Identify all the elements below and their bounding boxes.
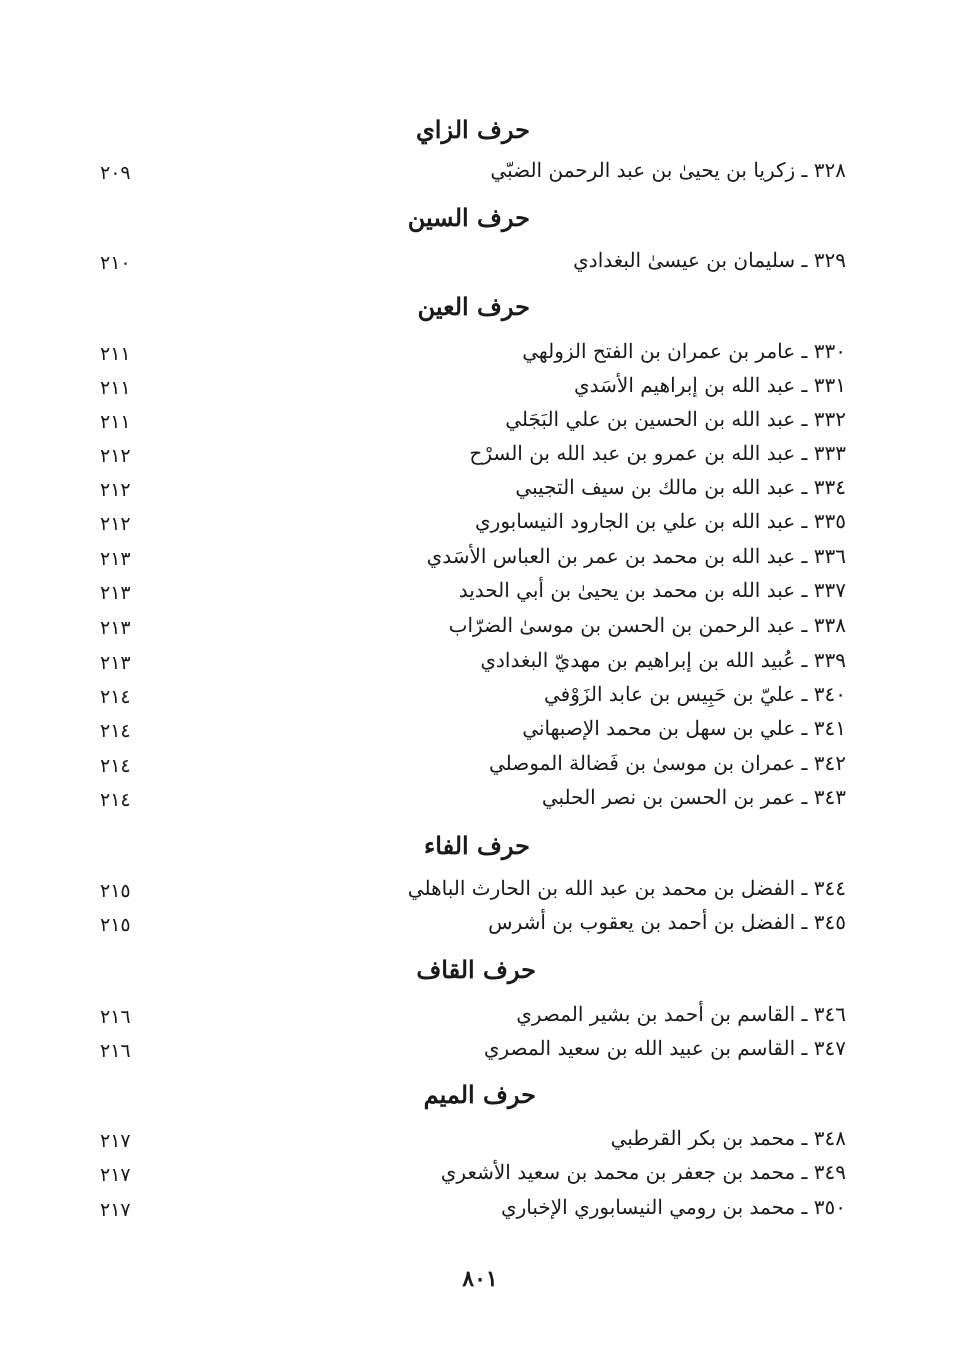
entry-page: ٢١٣: [100, 617, 131, 639]
entry-page: ٢١٣: [100, 652, 131, 674]
entry-page: ٢١٣: [100, 548, 131, 570]
entry-page: ٢١٢: [100, 479, 131, 501]
entry-text: ٣٣٩ ـ عُبيد الله بن إبراهيم بن مهديّ البغدادي: [480, 648, 846, 672]
entry-text: ٣٤٧ ـ القاسم بن عبيد الله بن سعيد المصري: [483, 1036, 846, 1060]
page-number: ٨٠١: [462, 1266, 498, 1292]
entry-text: ٣٣٨ ـ عبد الرحمن بن الحسن بن موسىٰ الضرّاب: [448, 613, 846, 637]
entry-text: ٣٤٨ ـ محمد بن بكر القرطبي: [610, 1126, 846, 1150]
entry-page: ٢١٥: [100, 914, 131, 936]
entry-text: ٣٢٨ ـ زكريا بن يحيىٰ بن عبد الرحمن الضبّي: [490, 158, 846, 182]
entry-page: ٢١٤: [100, 789, 131, 811]
entry-text: ٣٣٤ ـ عبد الله بن مالك بن سيف التجيبي: [515, 475, 846, 499]
entry-text: ٣٥٠ ـ محمد بن رومي النيسابوري الإخباري: [500, 1195, 846, 1219]
entry-text: ٣٣٦ ـ عبد الله بن محمد بن عمر بن العباس الأسَدي: [426, 544, 846, 568]
entry-text: ٣٣٥ ـ عبد الله بن علي بن الجارود النيسابوري: [475, 509, 846, 533]
entry-page: ٢١١: [100, 377, 131, 399]
entry-text: ٣٣٧ ـ عبد الله بن محمد بن يحيىٰ بن أبي الحديد: [458, 578, 846, 602]
entry-page: ٢١٧: [100, 1164, 131, 1186]
section-heading: حرف الميم: [423, 1080, 536, 1109]
entry-page: ٢١٣: [100, 582, 131, 604]
section-heading: حرف السين: [407, 203, 530, 232]
entry-page: ٢١٧: [100, 1130, 131, 1152]
entry-page: ٢١٢: [100, 513, 131, 535]
entry-text: ٣٢٩ ـ سليمان بن عيسىٰ البغدادي: [573, 248, 846, 272]
entry-text: ٣٤١ ـ علي بن سهل بن محمد الإصبهاني: [522, 716, 846, 740]
entry-text: ٣٤٥ ـ الفضل بن أحمد بن يعقوب بن أشرس: [488, 910, 846, 934]
section-heading: حرف العين: [417, 292, 530, 321]
entry-text: ٣٣٣ ـ عبد الله بن عمرو بن عبد الله بن السرْح: [469, 441, 846, 465]
entry-text: ٣٤٦ ـ القاسم بن أحمد بن بشير المصري: [516, 1002, 846, 1026]
entry-page: ٢١٤: [100, 755, 131, 777]
entry-page: ٢٠٩: [100, 162, 131, 184]
entry-text: ٣٤٣ ـ عمر بن الحسن بن نصر الحلبي: [541, 785, 846, 809]
entry-page: ٢١٦: [100, 1040, 131, 1062]
entry-text: ٣٤٠ ـ عليّ بن حَبِيس بن عابد الزَوْفي: [544, 682, 846, 706]
entry-page: ٢١١: [100, 343, 131, 365]
section-heading: حرف الزاي: [416, 115, 530, 144]
entry-page: ٢١٢: [100, 445, 131, 467]
entry-page: ٢١٦: [100, 1006, 131, 1028]
entry-page: ٢١٤: [100, 686, 131, 708]
entry-text: ٣٤٤ ـ الفضل بن محمد بن عبد الله بن الحارث الباهلي: [407, 876, 846, 900]
entry-text: ٣٣٢ ـ عبد الله بن الحسين بن علي البَجَلي: [505, 407, 846, 431]
entry-text: ٣٤٢ ـ عمران بن موسىٰ بن فَضالة الموصلي: [488, 751, 846, 775]
entry-page: ٢١٤: [100, 720, 131, 742]
entry-text: ٣٣١ ـ عبد الله بن إبراهيم الأسَدي: [574, 373, 846, 397]
entry-page: ٢١٥: [100, 880, 131, 902]
section-heading: حرف الفاء: [423, 831, 530, 860]
entry-text: ٣٤٩ ـ محمد بن جعفر بن محمد بن سعيد الأشعري: [440, 1160, 846, 1184]
section-heading: حرف القاف: [416, 955, 536, 984]
entry-page: ٢١٧: [100, 1199, 131, 1221]
entry-text: ٣٣٠ ـ عامر بن عمران بن الفتح الزولهي: [522, 339, 846, 363]
entry-page: ٢١٠: [100, 252, 131, 274]
entry-page: ٢١١: [100, 411, 131, 433]
